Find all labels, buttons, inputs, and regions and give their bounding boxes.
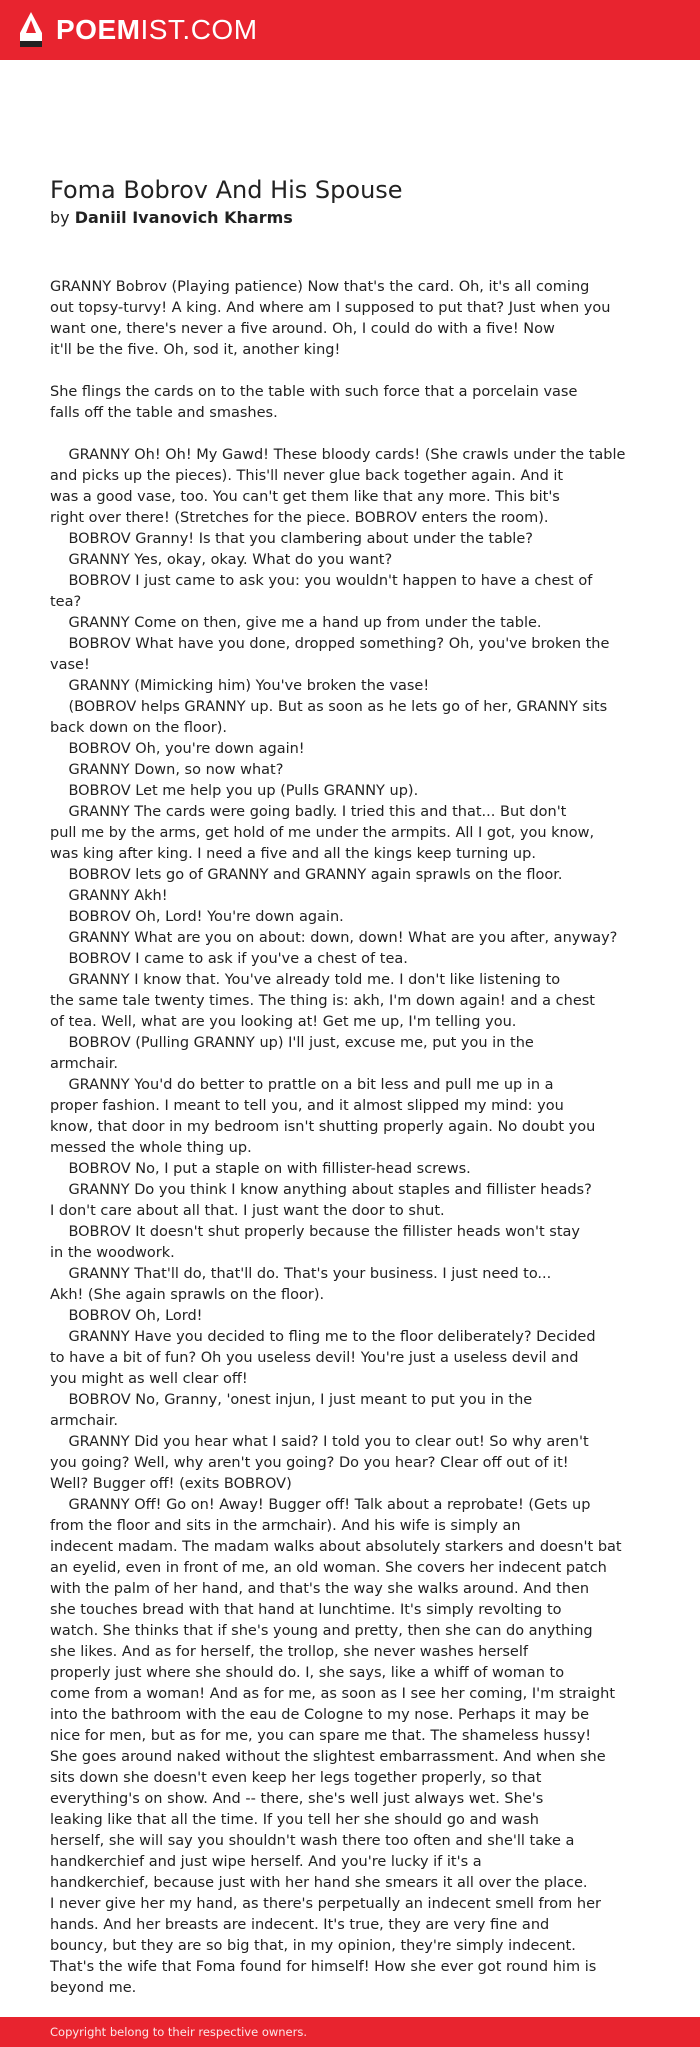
- poem-line: messed the whole thing up.: [50, 1140, 252, 1156]
- poem-line: to have a bit of fun? Oh you useless devil! You're just a useless devil and: [50, 1350, 579, 1366]
- poem-line: BOBROV (Pulling GRANNY up) I'll just, excuse me, put you in the: [50, 1035, 534, 1051]
- poem-line: you might as well clear off!: [50, 1371, 248, 1387]
- poem-line: (BOBROV helps GRANNY up. But as soon as he lets go of her, GRANNY sits: [50, 699, 608, 715]
- poem-line: tea?: [50, 594, 82, 610]
- poem-line: from the floor and sits in the armchair). And his wife is simply an: [50, 1518, 521, 1534]
- poem-line: leaking like that all the time. If you tell her she should go and wash: [50, 1812, 539, 1828]
- poem-stanza: [50, 382, 650, 424]
- poem-body: [50, 277, 650, 1999]
- poem-line: an eyelid, even in front of me, an old woman. She covers her indecent patch: [50, 1560, 607, 1576]
- site-header: [0, 0, 700, 60]
- poem-line: proper fashion. I meant to tell you, and it almost slipped my mind: you: [50, 1098, 564, 1114]
- poem-line: she likes. And as for herself, the trollop, she never washes herself: [50, 1644, 528, 1660]
- poem-line: in the woodwork.: [50, 1245, 175, 1261]
- poem-line: GRANNY What are you on about: down, down! What are you after, anyway?: [50, 930, 618, 946]
- poem-line: BOBROV Oh, you're down again!: [50, 741, 305, 757]
- poem-line: BOBROV I came to ask if you've a chest of tea.: [50, 951, 408, 967]
- poem-line: properly just where she should do. I, she says, like a whiff of woman to: [50, 1665, 565, 1681]
- poem-line: everything's on show. And -- there, she's well just always wet. She's: [50, 1791, 544, 1807]
- poem-line: BOBROV It doesn't shut properly because the fillister heads won't stay: [50, 1224, 580, 1240]
- poem-line: GRANNY (Mimicking him) You've broken the vase!: [50, 678, 430, 694]
- poem-line: GRANNY The cards were going badly. I tried this and that... But don't: [50, 804, 567, 820]
- poem-line: armchair.: [50, 1056, 119, 1072]
- poem-line: GRANNY Oh! Oh! My Gawd! These bloody cards! (She crawls under the table: [50, 447, 626, 463]
- poem-line: GRANNY Akh!: [50, 888, 168, 904]
- poem-line: nice for men, but as for me, you can spare me that. The shameless hussy!: [50, 1728, 592, 1744]
- poem-line: She flings the cards on to the table with such force that a porcelain vase: [50, 384, 578, 400]
- site-footer: [0, 2017, 700, 2047]
- poem-line: GRANNY I know that. You've already told me. I don't like listening to: [50, 972, 561, 988]
- poem-line: was a good vase, too. You can't get them like that any more. This bit's: [50, 489, 560, 505]
- poem-line: That's the wife that Foma found for himself! How she ever got round him is: [50, 1959, 597, 1975]
- poem-line: was king after king. I need a five and all the kings keep turning up.: [50, 846, 536, 862]
- poem-line: into the bathroom with the eau de Cologne to my nose. Perhaps it may be: [50, 1707, 589, 1723]
- poem-line: GRANNY Bobrov (Playing patience) Now that's the card. Oh, it's all coming: [50, 279, 590, 295]
- poem-line: BOBROV Oh, Lord!: [50, 1308, 203, 1324]
- poem-line: handkerchief, because just with her hand she smears it all over the place.: [50, 1875, 588, 1891]
- poem-line: with the palm of her hand, and that's the way she walks around. And then: [50, 1581, 590, 1597]
- poem-line: back down on the floor).: [50, 720, 227, 736]
- poem-line: vase!: [50, 657, 90, 673]
- pen-nib-icon: [18, 11, 44, 49]
- poem-line: GRANNY You'd do better to prattle on a bit less and pull me up in a: [50, 1077, 554, 1093]
- poem-line: herself, she will say you shouldn't wash there too often and she'll take a: [50, 1833, 575, 1849]
- poem-line: falls off the table and smashes.: [50, 405, 278, 421]
- poem-line: GRANNY Do you think I know anything about staples and fillister heads?: [50, 1182, 592, 1198]
- poem-line: she touches bread with that hand at lunchtime. It's simply revolting to: [50, 1602, 562, 1618]
- poem-line: GRANNY Yes, okay, okay. What do you want?: [50, 552, 393, 568]
- main-content: [0, 60, 700, 1999]
- poem-line: BOBROV I just came to ask you: you wouldn't happen to have a chest of: [50, 573, 593, 589]
- poem-line: BOBROV Let me help you up (Pulls GRANNY up).: [50, 783, 419, 799]
- poem-line: it'll be the five. Oh, sod it, another king!: [50, 342, 341, 358]
- site-logo-text: POEMIST.COM: [56, 14, 258, 45]
- poem-line: BOBROV Oh, Lord! You're down again.: [50, 909, 344, 925]
- poem-line: bouncy, but they are so big that, in my opinion, they're simply indecent.: [50, 1938, 576, 1954]
- poem-line: and picks up the pieces). This'll never glue back together again. And it: [50, 468, 564, 484]
- poem-line: GRANNY Off! Go on! Away! Bugger off! Talk about a reprobate! (Gets up: [50, 1497, 591, 1513]
- poem-line: you going? Well, why aren't you going? Do you hear? Clear off out of it!: [50, 1455, 569, 1471]
- poem-line: know, that door in my bedroom isn't shutting properly again. No doubt you: [50, 1119, 596, 1135]
- poem-line: BOBROV What have you done, dropped something? Oh, you've broken the: [50, 636, 610, 652]
- poem-line: GRANNY That'll do, that'll do. That's your business. I just need to...: [50, 1266, 552, 1282]
- poem-stanza: [50, 277, 650, 361]
- poem-line: She goes around naked without the slightest embarrassment. And when she: [50, 1749, 606, 1765]
- poem-line: out topsy-turvy! A king. And where am I supposed to put that? Just when you: [50, 300, 611, 316]
- poem-stanza: [50, 445, 650, 1999]
- poem-line: GRANNY Come on then, give me a hand up from under the table.: [50, 615, 542, 631]
- poem-line: Akh! (She again sprawls on the floor).: [50, 1287, 325, 1303]
- poem-line: right over there! (Stretches for the piece. BOBROV enters the room).: [50, 510, 549, 526]
- poem-line: beyond me.: [50, 1980, 137, 1996]
- poem-line: sits down she doesn't even keep her legs together properly, so that: [50, 1770, 542, 1786]
- poem-line: BOBROV No, I put a staple on with fillister-head screws.: [50, 1161, 471, 1177]
- poem-line: BOBROV lets go of GRANNY and GRANNY again sprawls on the floor.: [50, 867, 563, 883]
- poem-line: the same tale twenty times. The thing is: akh, I'm down again! and a chest: [50, 993, 595, 1009]
- poem-line: Well? Bugger off! (exits BOBROV): [50, 1476, 292, 1492]
- poem-author[interactable]: Daniil Ivanovich Kharms: [74, 208, 293, 227]
- poem-line: GRANNY Did you hear what I said? I told you to clear out! So why aren't: [50, 1434, 589, 1450]
- byline-prefix: by: [50, 208, 70, 227]
- poem-line: handkerchief and just wipe herself. And you're lucky if it's a: [50, 1854, 482, 1870]
- poem-line: armchair.: [50, 1413, 119, 1429]
- poem-line: I never give her my hand, as there's perpetually an indecent smell from her: [50, 1896, 601, 1912]
- poem-line: of tea. Well, what are you looking at! Get me up, I'm telling you.: [50, 1014, 517, 1030]
- poem-line: hands. And her breasts are indecent. It's true, they are very fine and: [50, 1917, 550, 1933]
- poem-line: pull me by the arms, get hold of me under the armpits. All I got, you know,: [50, 825, 595, 841]
- poem-title: Foma Bobrov And His Spouse: [50, 176, 403, 204]
- poem-line: watch. She thinks that if she's young and pretty, then she can do anything: [50, 1623, 593, 1639]
- footer-copyright: Copyright belong to their respective owners.: [50, 2025, 308, 2039]
- poem-line: GRANNY Down, so now what?: [50, 762, 284, 778]
- poem-line: come from a woman! And as for me, as soon as I see her coming, I'm straight: [50, 1686, 616, 1702]
- poem-byline: [50, 208, 650, 227]
- site-logo[interactable]: [18, 11, 258, 49]
- poem-line: indecent madam. The madam walks about absolutely starkers and doesn't bat: [50, 1539, 622, 1555]
- poem-line: BOBROV No, Granny, 'onest injun, I just meant to put you in the: [50, 1392, 533, 1408]
- poem-line: BOBROV Granny! Is that you clambering about under the table?: [50, 531, 533, 547]
- poem-line: I don't care about all that. I just want the door to shut.: [50, 1203, 445, 1219]
- poem-line: GRANNY Have you decided to fling me to the floor deliberately? Decided: [50, 1329, 596, 1345]
- poem-line: want one, there's never a five around. Oh, I could do with a five! Now: [50, 321, 555, 337]
